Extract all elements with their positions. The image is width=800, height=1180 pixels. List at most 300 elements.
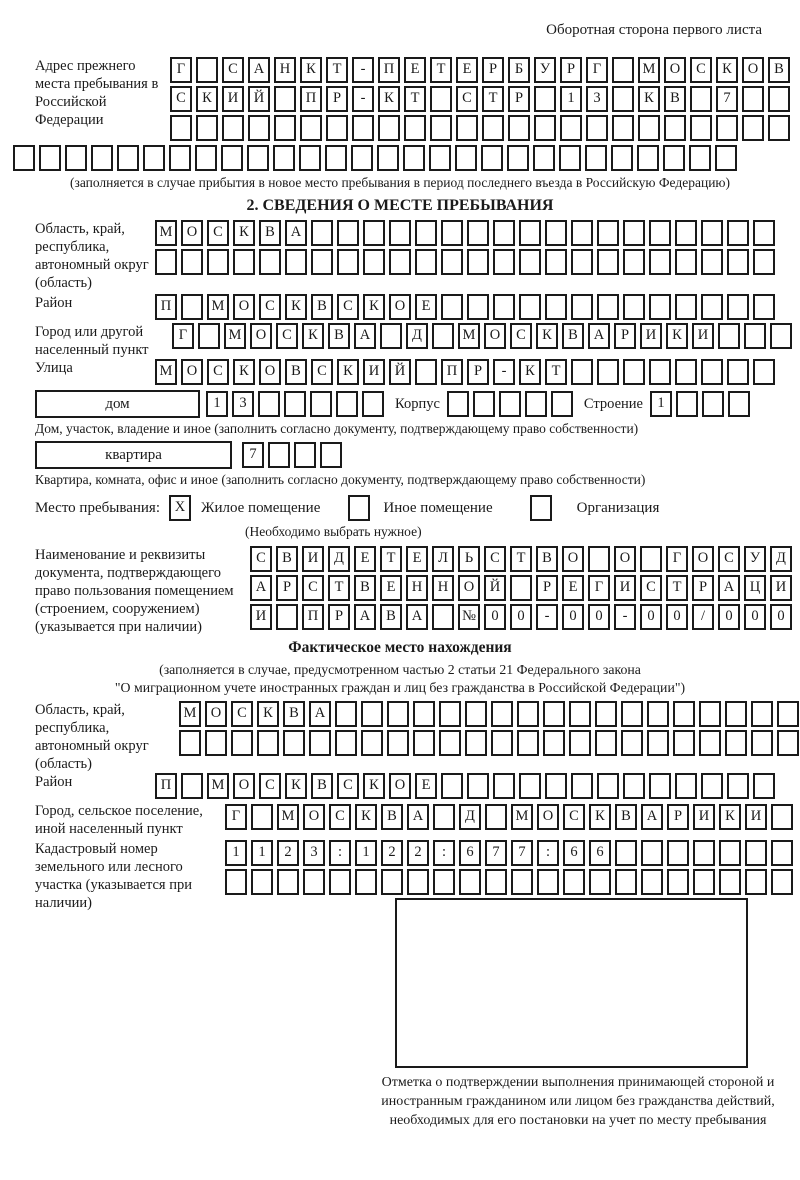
- char-cell: М: [458, 323, 480, 349]
- char-cell: [320, 442, 342, 468]
- char-cell: К: [363, 773, 385, 799]
- char-cell: О: [742, 57, 764, 83]
- option-organization-label: Организация: [576, 499, 660, 516]
- char-cell: [519, 773, 541, 799]
- char-cell: Р: [536, 575, 558, 601]
- cadastre-cells: [225, 840, 797, 898]
- char-cell: [455, 145, 477, 171]
- char-cell: Е: [456, 57, 478, 83]
- district-label: Район: [35, 295, 73, 311]
- char-cell: С: [302, 575, 324, 601]
- char-cell: [508, 115, 530, 141]
- char-cell: [329, 869, 351, 895]
- char-cell: [517, 730, 539, 756]
- char-cell: [310, 391, 332, 417]
- actual-location-note-line2: "О миграционном учете иностранных граждан и лиц без гражданства в Российской Федерации"): [114, 680, 686, 695]
- char-cell: [701, 220, 723, 246]
- char-cell: [465, 730, 487, 756]
- house-box: дом: [35, 390, 200, 418]
- char-cell: С: [337, 773, 359, 799]
- char-cell: [623, 294, 645, 320]
- char-cell: Г: [170, 57, 192, 83]
- char-cell: С: [259, 294, 281, 320]
- char-cell: [465, 701, 487, 727]
- char-cell: 0: [562, 604, 584, 630]
- char-cell: [701, 773, 723, 799]
- char-cell: Д: [328, 546, 350, 572]
- char-cell: [181, 294, 203, 320]
- char-cell: Г: [586, 57, 608, 83]
- char-cell: У: [534, 57, 556, 83]
- char-cell: О: [562, 546, 584, 572]
- char-cell: /: [692, 604, 714, 630]
- char-cell: 6: [563, 840, 585, 866]
- char-cell: [326, 115, 348, 141]
- char-cell: [753, 359, 775, 385]
- char-row: [155, 294, 779, 320]
- char-cell: Т: [328, 575, 350, 601]
- char-cell: У: [744, 546, 766, 572]
- char-cell: [311, 249, 333, 275]
- char-cell: К: [257, 701, 279, 727]
- char-cell: [667, 840, 689, 866]
- char-cell: 0: [770, 604, 792, 630]
- char-cell: О: [205, 701, 227, 727]
- char-cell: [719, 840, 741, 866]
- registration-stamp-caption: Отметка о подтверждении выполнения принимающей стороной и иностранным гражданином или лицом без гражданства действий, необходимых для его постановки на учет по месту пребывания: [381, 1075, 775, 1128]
- char-cell: [623, 220, 645, 246]
- char-cell: [481, 145, 503, 171]
- prev-address-block: [0, 57, 800, 144]
- char-cell: [597, 359, 619, 385]
- char-cell: Й: [248, 86, 270, 112]
- char-cell: Г: [225, 804, 247, 830]
- char-cell: [597, 773, 619, 799]
- char-cell: Р: [692, 575, 714, 601]
- char-cell: П: [378, 57, 400, 83]
- char-cell: [745, 869, 767, 895]
- char-cell: В: [768, 57, 790, 83]
- char-cell: К: [302, 323, 324, 349]
- char-cell: [196, 57, 218, 83]
- char-cell: [294, 442, 316, 468]
- char-cell: [621, 701, 643, 727]
- char-cell: [586, 115, 608, 141]
- char-cell: В: [276, 546, 298, 572]
- char-cell: [744, 323, 766, 349]
- char-cell: [623, 773, 645, 799]
- char-cell: А: [354, 323, 376, 349]
- char-cell: Р: [326, 86, 348, 112]
- char-cell: С: [329, 804, 351, 830]
- char-cell: О: [692, 546, 714, 572]
- char-cell: [612, 86, 634, 112]
- char-cell: [517, 701, 539, 727]
- char-cell: И: [302, 546, 324, 572]
- char-cell: И: [692, 323, 714, 349]
- char-cell: [533, 145, 555, 171]
- char-cell: В: [381, 804, 403, 830]
- char-cell: [196, 115, 218, 141]
- char-cell: 0: [666, 604, 688, 630]
- district-block: [0, 294, 800, 323]
- char-cell: [91, 145, 113, 171]
- char-cell: К: [285, 773, 307, 799]
- char-cell: [597, 294, 619, 320]
- char-cell: М: [224, 323, 246, 349]
- char-cell: [231, 730, 253, 756]
- section2-title: 2. СВЕДЕНИЯ О МЕСТЕ ПРЕБЫВАНИЯ: [246, 197, 554, 214]
- char-cell: Е: [406, 546, 428, 572]
- char-cell: [551, 391, 573, 417]
- char-cell: [381, 869, 403, 895]
- char-cell: Е: [404, 57, 426, 83]
- char-cell: [325, 145, 347, 171]
- char-cell: 1: [206, 391, 228, 417]
- char-cell: [432, 323, 454, 349]
- char-cell: К: [716, 57, 738, 83]
- char-cell: А: [248, 57, 270, 83]
- char-cell: [511, 869, 533, 895]
- char-cell: [663, 145, 685, 171]
- ownership-document-cells: [250, 546, 796, 633]
- char-cell: [588, 546, 610, 572]
- sheet-side-note: Оборотная сторона первого листа: [546, 22, 762, 38]
- char-cell: [355, 869, 377, 895]
- char-cell: [675, 359, 697, 385]
- char-cell: [638, 115, 660, 141]
- char-cell: А: [354, 604, 376, 630]
- char-cell: С: [170, 86, 192, 112]
- char-cell: Т: [404, 86, 426, 112]
- ownership-document-label: Наименование и реквизиты документа, подтверждающего право пользования помещением (строением, сооружением) (указывается при наличии): [35, 547, 234, 635]
- char-cell: К: [638, 86, 660, 112]
- char-cell: [585, 145, 607, 171]
- char-cell: -: [352, 86, 374, 112]
- char-cell: П: [155, 294, 177, 320]
- char-cell: [195, 145, 217, 171]
- actual-district-label: Район: [35, 774, 73, 790]
- checkbox-residential: X: [169, 495, 191, 521]
- char-cell: [545, 773, 567, 799]
- char-cell: [299, 145, 321, 171]
- char-cell: О: [303, 804, 325, 830]
- char-cell: Г: [172, 323, 194, 349]
- char-cell: [718, 323, 740, 349]
- char-cell: П: [441, 359, 463, 385]
- char-cell: [447, 391, 469, 417]
- char-row: [250, 604, 796, 630]
- char-cell: [589, 869, 611, 895]
- char-cell: [205, 730, 227, 756]
- char-cell: [753, 773, 775, 799]
- char-cell: [690, 115, 712, 141]
- char-cell: -: [614, 604, 636, 630]
- char-cell: [13, 145, 35, 171]
- char-cell: 7: [716, 86, 738, 112]
- prev-address-label: Адрес прежнего места пребывания в Российской Федерации: [35, 58, 159, 128]
- char-cell: [649, 294, 671, 320]
- char-cell: [571, 294, 593, 320]
- char-cell: [623, 359, 645, 385]
- street-block: [0, 359, 800, 388]
- char-cell: [615, 869, 637, 895]
- char-cell: [569, 730, 591, 756]
- char-cell: Т: [430, 57, 452, 83]
- ownership-document-block: [0, 546, 800, 636]
- char-cell: М: [207, 294, 229, 320]
- char-cell: И: [250, 604, 272, 630]
- char-cell: К: [355, 804, 377, 830]
- char-row: [225, 840, 797, 866]
- char-cell: В: [664, 86, 686, 112]
- char-cell: [259, 249, 281, 275]
- char-cell: К: [300, 57, 322, 83]
- char-cell: В: [380, 604, 402, 630]
- char-cell: А: [285, 220, 307, 246]
- char-cell: [742, 115, 764, 141]
- char-cell: О: [259, 359, 281, 385]
- char-cell: [641, 869, 663, 895]
- char-cell: Е: [415, 773, 437, 799]
- char-cell: [403, 145, 425, 171]
- char-cell: Р: [508, 86, 530, 112]
- char-cell: [432, 604, 454, 630]
- char-row-full-width: [13, 145, 800, 171]
- char-cell: Ц: [744, 575, 766, 601]
- char-cell: Г: [666, 546, 688, 572]
- char-cell: Л: [432, 546, 454, 572]
- prev-address-cells: [170, 57, 794, 144]
- char-row: [172, 323, 796, 349]
- char-cell: [441, 249, 463, 275]
- char-cell: [283, 730, 305, 756]
- char-cell: [771, 840, 793, 866]
- char-cell: И: [693, 804, 715, 830]
- char-cell: [493, 249, 515, 275]
- char-cell: [361, 730, 383, 756]
- char-cell: К: [719, 804, 741, 830]
- apartment-box: квартира: [35, 441, 232, 469]
- char-cell: [170, 115, 192, 141]
- char-cell: [456, 115, 478, 141]
- char-cell: С: [640, 575, 662, 601]
- char-cell: [690, 86, 712, 112]
- char-cell: Р: [667, 804, 689, 830]
- char-cell: [309, 730, 331, 756]
- char-cell: [413, 701, 435, 727]
- char-cell: [693, 840, 715, 866]
- char-cell: [701, 249, 723, 275]
- char-cell: [727, 249, 749, 275]
- char-cell: А: [641, 804, 663, 830]
- stay-type-row: [35, 495, 800, 521]
- char-cell: №: [458, 604, 480, 630]
- char-cell: 1: [251, 840, 273, 866]
- char-cell: 0: [484, 604, 506, 630]
- char-cell: [387, 701, 409, 727]
- char-cell: [485, 869, 507, 895]
- char-cell: К: [233, 359, 255, 385]
- char-cell: О: [181, 359, 203, 385]
- char-row: [250, 546, 796, 572]
- char-cell: [768, 86, 790, 112]
- char-cell: [649, 773, 671, 799]
- checkbox-other-premises: [348, 495, 370, 521]
- char-cell: [429, 145, 451, 171]
- char-cell: [510, 575, 532, 601]
- char-cell: [198, 323, 220, 349]
- house-row: [35, 390, 800, 418]
- char-cell: С: [311, 359, 333, 385]
- region-block: [0, 220, 800, 292]
- char-cell: [728, 391, 750, 417]
- char-cell: [771, 869, 793, 895]
- char-cell: [222, 115, 244, 141]
- char-cell: Т: [326, 57, 348, 83]
- char-cell: [389, 220, 411, 246]
- char-cell: [268, 442, 290, 468]
- char-row: [170, 86, 794, 112]
- char-cell: [753, 249, 775, 275]
- char-cell: [336, 391, 358, 417]
- char-cell: Т: [380, 546, 402, 572]
- char-cell: [378, 115, 400, 141]
- char-cell: Е: [380, 575, 402, 601]
- char-cell: [441, 773, 463, 799]
- char-cell: [207, 249, 229, 275]
- char-cell: [519, 249, 541, 275]
- char-cell: [300, 115, 322, 141]
- char-cell: В: [354, 575, 376, 601]
- char-cell: [612, 57, 634, 83]
- actual-city-label: Город, сельское поселение, иной населенный пункт: [35, 803, 203, 837]
- char-cell: [467, 220, 489, 246]
- char-row: [155, 773, 779, 799]
- char-cell: [276, 604, 298, 630]
- char-cell: [467, 773, 489, 799]
- char-cell: М: [511, 804, 533, 830]
- char-cell: [641, 840, 663, 866]
- char-cell: [745, 840, 767, 866]
- option-residential-label: Жилое помещение: [201, 499, 321, 516]
- actual-city-block: [0, 802, 800, 838]
- char-cell: Й: [484, 575, 506, 601]
- char-cell: С: [207, 220, 229, 246]
- char-cell: Т: [666, 575, 688, 601]
- char-cell: Н: [432, 575, 454, 601]
- actual-region-block: [0, 701, 800, 773]
- char-cell: [673, 730, 695, 756]
- char-cell: О: [537, 804, 559, 830]
- actual-location-title: Фактическое место нахождения: [288, 639, 512, 656]
- char-cell: [597, 249, 619, 275]
- char-cell: -: [493, 359, 515, 385]
- street-label: Улица: [35, 360, 73, 376]
- char-cell: Р: [482, 57, 504, 83]
- char-cell: [727, 220, 749, 246]
- char-cell: [248, 115, 270, 141]
- char-cell: [640, 546, 662, 572]
- char-cell: [430, 115, 452, 141]
- char-cell: Е: [354, 546, 376, 572]
- char-cell: [415, 220, 437, 246]
- char-cell: [777, 730, 799, 756]
- char-cell: [482, 115, 504, 141]
- char-cell: [675, 249, 697, 275]
- actual-region-cells: [179, 701, 800, 759]
- char-cell: [415, 359, 437, 385]
- char-row: [206, 391, 388, 417]
- char-row: [155, 359, 779, 385]
- char-cell: К: [589, 804, 611, 830]
- char-cell: Д: [459, 804, 481, 830]
- char-cell: [387, 730, 409, 756]
- char-cell: [699, 730, 721, 756]
- char-cell: С: [690, 57, 712, 83]
- char-cell: [519, 220, 541, 246]
- char-cell: В: [285, 359, 307, 385]
- apartment-row: [35, 441, 800, 469]
- char-cell: Е: [415, 294, 437, 320]
- char-cell: А: [407, 804, 429, 830]
- char-cell: Ь: [458, 546, 480, 572]
- char-cell: [771, 804, 793, 830]
- char-row: [155, 220, 779, 246]
- char-cell: [702, 391, 724, 417]
- char-cell: [543, 701, 565, 727]
- char-cell: [274, 115, 296, 141]
- char-cell: [611, 145, 633, 171]
- char-cell: [337, 249, 359, 275]
- char-cell: [699, 701, 721, 727]
- char-cell: С: [222, 57, 244, 83]
- char-cell: С: [510, 323, 532, 349]
- char-cell: [615, 840, 637, 866]
- char-cell: [380, 323, 402, 349]
- char-cell: 0: [640, 604, 662, 630]
- char-cell: Й: [389, 359, 411, 385]
- char-cell: Р: [560, 57, 582, 83]
- char-cell: [335, 701, 357, 727]
- char-cell: [459, 869, 481, 895]
- char-cell: [716, 115, 738, 141]
- char-row: [155, 249, 779, 275]
- char-cell: [433, 804, 455, 830]
- char-cell: [169, 145, 191, 171]
- char-cell: [507, 145, 529, 171]
- char-cell: В: [615, 804, 637, 830]
- char-cell: 7: [511, 840, 533, 866]
- char-cell: [647, 701, 669, 727]
- char-cell: М: [179, 701, 201, 727]
- char-cell: К: [285, 294, 307, 320]
- stay-type-note: (Необходимо выбрать нужное): [245, 524, 422, 539]
- char-cell: [727, 773, 749, 799]
- char-cell: [415, 249, 437, 275]
- char-cell: Д: [770, 546, 792, 572]
- char-cell: [664, 115, 686, 141]
- char-cell: Т: [482, 86, 504, 112]
- stroenie-label: Строение: [583, 395, 643, 412]
- char-cell: [534, 115, 556, 141]
- char-cell: О: [458, 575, 480, 601]
- char-cell: А: [406, 604, 428, 630]
- char-cell: [491, 701, 513, 727]
- char-cell: О: [389, 294, 411, 320]
- char-cell: [274, 86, 296, 112]
- char-cell: [560, 115, 582, 141]
